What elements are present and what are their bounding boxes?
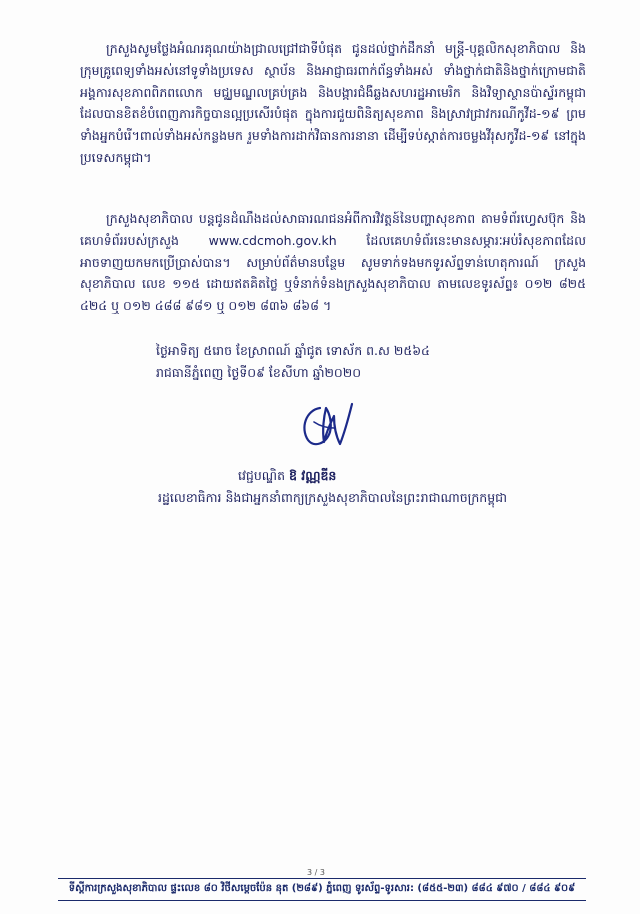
page-number: 3 / 3 (307, 868, 325, 877)
footer-divider-top (58, 878, 586, 879)
body-paragraph-2: ក្រសួងសុខាភិបាល បន្តជូនដំណឹងដល់សាធារណជនអំពីការវិវត្តន៍នៃបញ្ហាសុខភាព តាមទំព័រហ្វេសប៊ុក និងគេហទំព័ររបស់ក្រសួង www.cdcmoh.gov.kh ដែលគេហទំព័រនេះមានសម្ភារៈអប់រំសុខភាពដែលអាចទាញយកមកប្រើប្រាស់បាន។ សម្រាប់ព័ត៌មានបន្ថែម សូមទាក់ទងមកទូរស័ព្ទទាន់ហេតុការណ៍ ក្រសួងសុខាភិបាល លេខ ១១៥ ដោយឥតគិតថ្លៃ ឬទំនាក់ទំនងក្រសួងសុខាភិបាល តាមលេខទូរស័ព្ទ៖ ០១២ ៨២៥ ៤២៤ ឬ ០១២ ៤៨៨ ៩៨១ ឬ ០១២ ៨៣៦ ៨៦៨ ។ (80, 211, 586, 314)
body-paragraph-1: ក្រសួងសូមថ្លែងអំណរគុណយ៉ាងជ្រាលជ្រៅជាទីបំផុត ជូនដល់ថ្នាក់ដឹកនាំ មន្ត្រី-បុគ្គលិកសុខាភិបាល និងក្រុមគ្រូពេទ្យទាំងអស់នៅទូទាំងប្រទេស ស្ថាប័ន និងអាជ្ញាធរពាក់ព័ន្ធទាំងអស់ ទាំងថ្នាក់ជាតិនិងថ្នាក់ក្រោមជាតិ អង្គការសុខភាពពិភពលោក មជ្ឈមណ្ឌលគ្រប់គ្រង និងបង្ការជំងឺឆ្លងសហរដ្ឋអាមេរិក និងវិទ្យាស្ថានប៉ាស្ទ័រកម្ពុជា ដែលបានខិតខំបំពេញភារកិច្ចបានល្អប្រសើរបំផុត ក្នុងការជួយពិនិត្យសុខភាព និងស្រាវជ្រាវករណីកូវីដ-១៩ ព្រមទាំងអ្នកបំរើ។ពាល់ទាំងអស់កន្លងមក រួមទាំងការដាក់វិធានការនានា ដើម្បីទប់ស្កាត់ការចម្លងវីរុសកូវីដ-១៩ នៅក្នុងប្រទេសកម្ពុជា។ (80, 41, 586, 165)
lunar-date: ថ្ងៃអាទិត្យ ៥រោច ខែស្រាពណ៍ ឆ្នាំជូត ទោស័ក ព.ស ២៥៦៤ (156, 343, 430, 358)
footer-divider-bottom (58, 900, 586, 901)
signer-prefix: វេជ្ជបណ្ឌិត (238, 468, 285, 483)
handwritten-signature (294, 394, 364, 456)
footer-address: ទីស្តីការក្រសួងសុខាភិបាល ផ្ទះលេខ ៨០ វិថីសម្តេចប៉ែន នុត (២៨៩) ភ្នំពេញ ទូរស័ព្ទ-ទូរសារ: (៨៥៥-២៣) ៨៨៤ ៩៧០ / ៨៨៤ ៩០៩ (68, 883, 576, 894)
signer-name: ឱ វណ្ណឌីន (288, 468, 337, 483)
signer-name-line (238, 466, 336, 486)
solar-date: រាជធានីភ្នំពេញ ថ្ងៃទី០៩ ខែសីហា ឆ្នាំ២០២០ (156, 365, 362, 380)
signer-title: រដ្ឋលេខាធិការ និងជាអ្នកនាំពាក្យក្រសួងសុខាភិបាលនៃព្រះរាជាណាចក្រកម្ពុជា (158, 490, 508, 505)
